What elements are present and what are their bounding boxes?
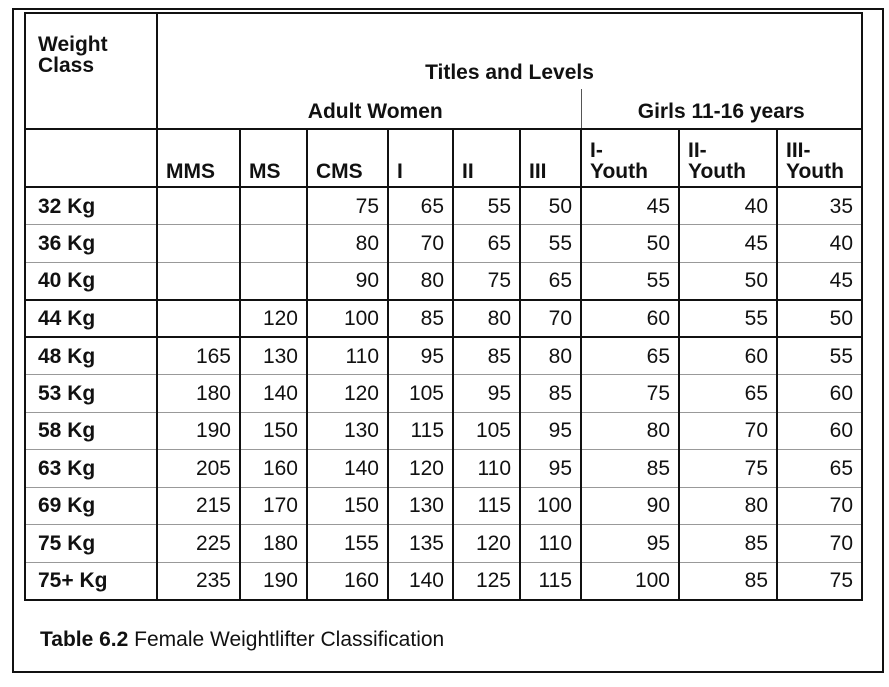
value-cell: 75: [777, 562, 862, 600]
value-cell: 55: [581, 262, 679, 300]
value-cell: 55: [520, 225, 581, 263]
value-cell: 85: [453, 337, 520, 375]
value-cell: 95: [520, 450, 581, 488]
value-cell: 105: [453, 412, 520, 450]
caption-text: Female Weightlifter Classification: [128, 628, 445, 651]
value-cell: 170: [240, 487, 307, 525]
value-cell: 160: [240, 450, 307, 488]
value-cell: [240, 262, 307, 300]
value-cell: 225: [157, 525, 240, 563]
value-cell: 130: [307, 412, 388, 450]
table-row: [25, 300, 862, 338]
value-cell: 55: [679, 300, 777, 338]
weight-class-cell: 53 Kg: [25, 375, 157, 413]
value-cell: [240, 225, 307, 263]
value-cell: 205: [157, 450, 240, 488]
value-cell: 190: [157, 412, 240, 450]
col-header-ms: MS: [240, 129, 307, 187]
value-cell: [157, 300, 240, 338]
value-cell: 95: [453, 375, 520, 413]
value-cell: 65: [453, 225, 520, 263]
value-cell: 60: [777, 375, 862, 413]
value-cell: 110: [453, 450, 520, 488]
value-cell: 125: [453, 562, 520, 600]
value-cell: 40: [679, 187, 777, 225]
value-cell: 65: [520, 262, 581, 300]
value-cell: 50: [581, 225, 679, 263]
value-cell: 80: [453, 300, 520, 338]
value-cell: 85: [388, 300, 453, 338]
table-row: [25, 375, 862, 413]
value-cell: 140: [307, 450, 388, 488]
value-cell: 155: [307, 525, 388, 563]
weight-class-cell: 32 Kg: [25, 187, 157, 225]
value-cell: 75: [679, 450, 777, 488]
value-cell: 100: [307, 300, 388, 338]
table-row: [25, 262, 862, 300]
value-cell: 60: [679, 337, 777, 375]
value-cell: 120: [453, 525, 520, 563]
table-body: [25, 187, 862, 600]
value-cell: 65: [581, 337, 679, 375]
value-cell: [157, 262, 240, 300]
value-cell: [157, 187, 240, 225]
table-row: [25, 187, 862, 225]
value-cell: 130: [240, 337, 307, 375]
value-cell: 85: [520, 375, 581, 413]
table-row: [25, 225, 862, 263]
value-cell: 80: [679, 487, 777, 525]
value-cell: 120: [388, 450, 453, 488]
value-cell: 65: [388, 187, 453, 225]
value-cell: 130: [388, 487, 453, 525]
value-cell: 100: [520, 487, 581, 525]
value-cell: 235: [157, 562, 240, 600]
value-cell: [240, 187, 307, 225]
value-cell: 60: [777, 412, 862, 450]
value-cell: 140: [240, 375, 307, 413]
table-row: [25, 525, 862, 563]
weight-class-cell: 44 Kg: [25, 300, 157, 338]
value-cell: 115: [388, 412, 453, 450]
table-row: [25, 562, 862, 600]
caption-label: Table 6.2: [40, 628, 129, 651]
value-cell: 70: [520, 300, 581, 338]
col-header-iii: III: [520, 129, 581, 187]
weight-class-header: Weight Class: [25, 13, 157, 129]
value-cell: 90: [307, 262, 388, 300]
value-cell: 45: [679, 225, 777, 263]
col-header-cms: CMS: [307, 129, 388, 187]
weight-class-cell: 75+ Kg: [25, 562, 157, 600]
value-cell: 55: [777, 337, 862, 375]
value-cell: 95: [581, 525, 679, 563]
value-cell: 65: [777, 450, 862, 488]
value-cell: 120: [240, 300, 307, 338]
value-cell: 50: [777, 300, 862, 338]
weight-class-cell: 40 Kg: [25, 262, 157, 300]
value-cell: 100: [581, 562, 679, 600]
value-cell: 85: [581, 450, 679, 488]
value-cell: 45: [777, 262, 862, 300]
value-cell: 85: [679, 562, 777, 600]
value-cell: 165: [157, 337, 240, 375]
table-caption: [40, 628, 444, 652]
value-cell: 70: [679, 412, 777, 450]
weight-class-cell: 58 Kg: [25, 412, 157, 450]
table-row: [25, 412, 862, 450]
col-header-ii: II: [453, 129, 520, 187]
value-cell: 35: [777, 187, 862, 225]
value-cell: 55: [453, 187, 520, 225]
titles-and-levels-header: Titles and Levels: [157, 13, 862, 89]
value-cell: 75: [307, 187, 388, 225]
weight-class-cell: 36 Kg: [25, 225, 157, 263]
table-row: [25, 337, 862, 375]
value-cell: 40: [777, 225, 862, 263]
value-cell: 95: [520, 412, 581, 450]
table-row: [25, 450, 862, 488]
weight-class-cell: 63 Kg: [25, 450, 157, 488]
value-cell: 80: [581, 412, 679, 450]
value-cell: 75: [581, 375, 679, 413]
col-header-i: I: [388, 129, 453, 187]
value-cell: 50: [679, 262, 777, 300]
col-header-i-youth: I- Youth: [581, 129, 679, 187]
value-cell: 160: [307, 562, 388, 600]
value-cell: 85: [679, 525, 777, 563]
col-header-mms: MMS: [157, 129, 240, 187]
weight-class-cell: 75 Kg: [25, 525, 157, 563]
girls-header: Girls 11-16 years: [581, 89, 862, 129]
value-cell: 150: [307, 487, 388, 525]
value-cell: 110: [520, 525, 581, 563]
value-cell: 115: [453, 487, 520, 525]
value-cell: 110: [307, 337, 388, 375]
value-cell: 65: [679, 375, 777, 413]
value-cell: 115: [520, 562, 581, 600]
value-cell: 80: [520, 337, 581, 375]
value-cell: 105: [388, 375, 453, 413]
value-cell: 215: [157, 487, 240, 525]
value-cell: 180: [157, 375, 240, 413]
value-cell: 70: [777, 525, 862, 563]
value-cell: 50: [520, 187, 581, 225]
table-row: [25, 487, 862, 525]
value-cell: 60: [581, 300, 679, 338]
value-cell: 190: [240, 562, 307, 600]
value-cell: 70: [388, 225, 453, 263]
value-cell: 45: [581, 187, 679, 225]
value-cell: 135: [388, 525, 453, 563]
value-cell: 150: [240, 412, 307, 450]
value-cell: [157, 225, 240, 263]
blank-header-cell: [25, 129, 157, 187]
value-cell: 70: [777, 487, 862, 525]
value-cell: 180: [240, 525, 307, 563]
value-cell: 90: [581, 487, 679, 525]
classification-table: [24, 12, 863, 601]
value-cell: 140: [388, 562, 453, 600]
weight-class-cell: 48 Kg: [25, 337, 157, 375]
value-cell: 120: [307, 375, 388, 413]
adult-women-header: Adult Women: [157, 89, 581, 129]
col-header-iii-youth: III- Youth: [777, 129, 862, 187]
column-header-row: [25, 129, 862, 187]
value-cell: 75: [453, 262, 520, 300]
value-cell: 80: [307, 225, 388, 263]
col-header-ii-youth: II- Youth: [679, 129, 777, 187]
weight-class-cell: 69 Kg: [25, 487, 157, 525]
value-cell: 80: [388, 262, 453, 300]
value-cell: 95: [388, 337, 453, 375]
